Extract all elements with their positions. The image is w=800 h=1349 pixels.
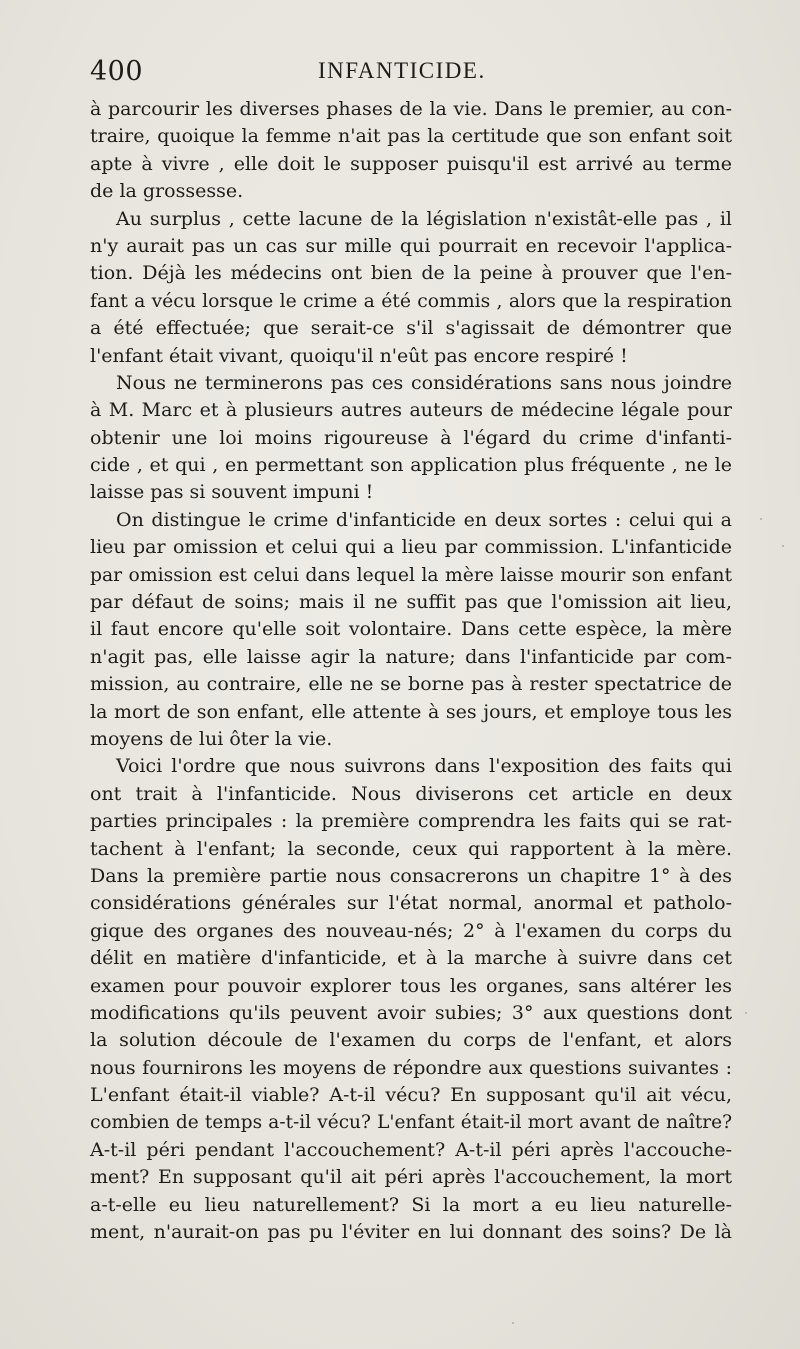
text-line: modifications qu'ils peuvent avoir subies; 3° aux questions dont [90, 1001, 732, 1024]
text-line: parties principales : la première comprendra les faits qui se rat- [90, 810, 732, 833]
text-line: de la grossesse. [90, 180, 244, 203]
text-line: tachent à l'enfant; la seconde, ceux qui rapportent à la mère. [90, 837, 732, 860]
text-line: laisse pas si souvent impuni ! [90, 481, 374, 504]
text-line: ment, n'aurait-on pas pu l'éviter en lui donnant des soins? De là [90, 1221, 732, 1244]
text-line: apte à vivre , elle doit le supposer puisqu'il est arrivé au terme [90, 152, 732, 175]
paper-speck [745, 1012, 747, 1014]
text-line: tion. Déjà les médecins ont bien de la peine à prouver que l'en- [90, 262, 732, 285]
text-line: moyens de lui ôter la vie. [90, 727, 333, 750]
text-line: la solution découle de l'examen du corps de l'enfant, et alors [90, 1029, 732, 1052]
text-line: Dans la première partie nous consacrerons un chapitre 1° à des [90, 864, 732, 887]
text-line: lieu par omission et celui qui a lieu par commission. L'infanticide [90, 536, 732, 559]
text-line: cide , et qui , en permettant son application plus fréquente , ne le [90, 454, 732, 477]
text-line: ment? En supposant qu'il ait péri après l'accouchement, la mort [90, 1166, 732, 1189]
text-line: mission, au contraire, elle ne se borne pas à rester spectatrice de [90, 673, 732, 696]
text-line: délit en matière d'infanticide, et à la marche à suivre dans cet [90, 947, 732, 970]
text-line: il faut encore qu'elle soit volontaire. Dans cette espèce, la mère [90, 618, 732, 641]
text-line: à M. Marc et à plusieurs autres auteurs de médecine légale pour [90, 399, 732, 422]
text-line: obtenir une loi moins rigoureuse à l'égard du crime d'infanti- [90, 426, 732, 449]
text-line: l'enfant était vivant, quoiqu'il n'eût pas encore respiré ! [90, 344, 628, 367]
text-line: Nous ne terminerons pas ces considérations sans nous joindre [116, 371, 732, 394]
page-number: 400 [90, 56, 144, 87]
text-line: considérations générales sur l'état normal, anormal et patholo- [90, 892, 732, 915]
text-line: Au surplus , cette lacune de la législation n'existât-elle pas , il [116, 207, 732, 230]
text-line: nous fournirons les moyens de répondre aux questions suivantes : [90, 1056, 732, 1079]
text-line: A-t-il péri pendant l'accouchement? A-t-il péri après l'accouche- [90, 1138, 732, 1161]
text-line: traire, quoique la femme n'ait pas la certitude que son enfant soit [90, 125, 732, 148]
paper-speck [512, 1322, 514, 1324]
text-line: par omission est celui dans lequel la mère laisse mourir son enfant [90, 564, 732, 586]
text-line: a été effectuée; que serait-ce s'il s'agissait de démontrer que [90, 317, 732, 340]
text-line: On distingue le crime d'infanticide en deux sortes : celui qui a [116, 508, 732, 531]
text-line: à parcourir les diverses phases de la vie. Dans le premier, au con- [90, 98, 732, 120]
text-line: combien de temps a-t-il vécu? L'enfant était-il mort avant de naître? [90, 1112, 732, 1134]
text-line: par défaut de soins; mais il ne suffit pas que l'omission ait lieu, [90, 591, 732, 614]
text-line: examen pour pouvoir explorer tous les organes, sans altérer les [90, 974, 732, 997]
body-text [90, 96, 732, 1246]
text-line: fant a vécu lorsque le crime a été commis , alors que la respiration [90, 290, 732, 312]
text-line: a-t-elle eu lieu naturellement? Si la mort a eu lieu naturelle- [90, 1193, 732, 1216]
running-title: INFANTICIDE. [318, 58, 486, 83]
text-line: n'y aurait pas un cas sur mille qui pourrait en recevoir l'applica- [90, 234, 732, 257]
text-line: la mort de son enfant, elle attente à ses jours, et employe tous les [90, 700, 732, 723]
paper-speck [760, 518, 762, 520]
text-line: n'agit pas, elle laisse agir la nature; dans l'infanticide par com- [90, 645, 732, 668]
text-line: gique des organes des nouveau-nés; 2° à l'examen du corps du [90, 919, 732, 942]
running-head [90, 56, 734, 90]
text-line: Voici l'ordre que nous suivrons dans l'exposition des faits qui [116, 755, 732, 778]
text-line: L'enfant était-il viable? A-t-il vécu? En supposant qu'il ait vécu, [90, 1084, 732, 1107]
text-line: ont trait à l'infanticide. Nous diviserons cet article en deux [90, 782, 732, 805]
paper-speck [782, 545, 784, 547]
